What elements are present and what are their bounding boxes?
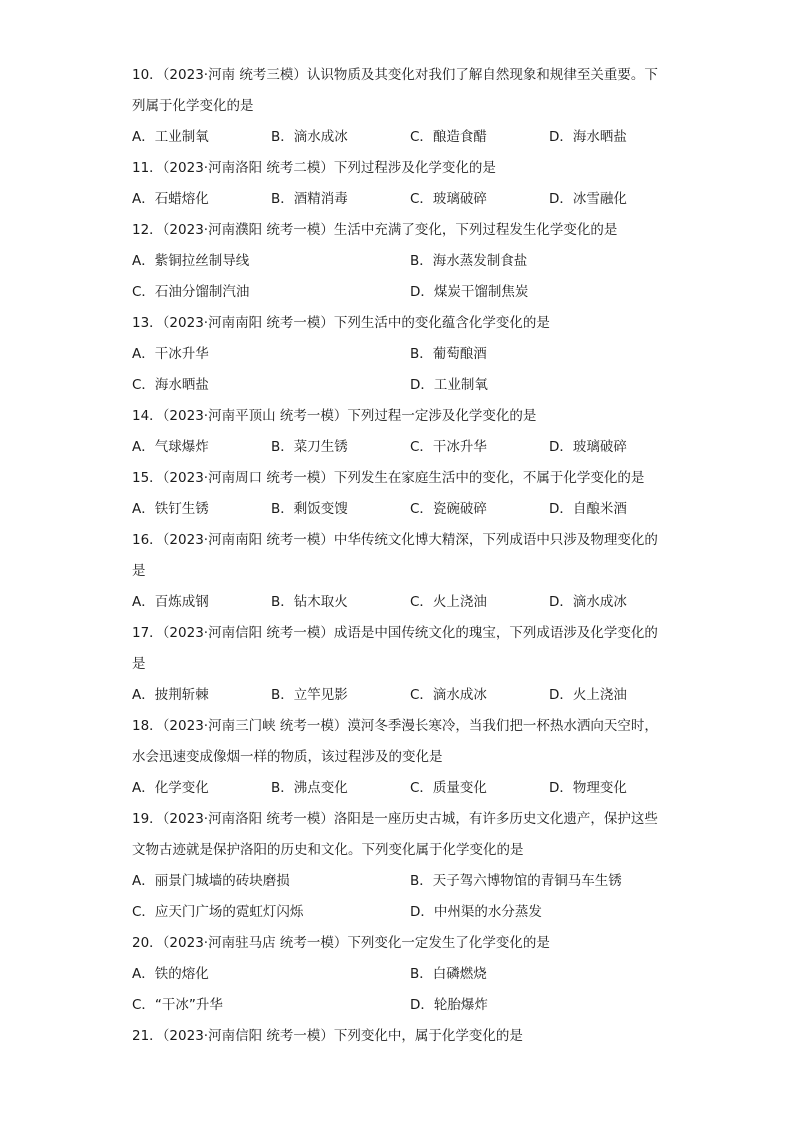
answer-option[interactable]: A．气球爆炸: [132, 439, 209, 455]
answer-option[interactable]: B．菜刀生锈: [271, 439, 348, 455]
answer-option[interactable]: A．百炼成钢: [132, 594, 209, 610]
answer-option[interactable]: C．应天门广场的霓虹灯闪烁: [132, 904, 304, 920]
option-row: [132, 277, 672, 308]
option-row: [132, 959, 672, 990]
answer-option[interactable]: B．钻木取火: [271, 594, 348, 610]
answer-option[interactable]: D．玻璃破碎: [549, 439, 627, 455]
option-row: [132, 866, 672, 897]
question-stem-line: 12．（2023·河南濮阳 统考一模）生活中充满了变化，下列过程发生化学变化的是: [132, 222, 618, 238]
question-stem-line: 16．（2023·河南南阳 统考一模）中华传统文化博大精深，下列成语中只涉及物理变化的: [132, 532, 658, 548]
question-stem-line: 列属于化学变化的是: [132, 98, 254, 114]
answer-option[interactable]: D．火上浇油: [549, 687, 627, 703]
answer-option[interactable]: C．干冰升华: [410, 439, 487, 455]
question-stem-line: 10．（2023·河南 统考三模）认识物质及其变化对我们了解自然现象和规律至关重要。下: [132, 67, 658, 83]
question-stem-line: 21．（2023·河南信阳 统考一模）下列变化中，属于化学变化的是: [132, 1028, 523, 1044]
option-row: [132, 370, 672, 401]
answer-option[interactable]: D．工业制氧: [410, 377, 488, 393]
answer-option[interactable]: A．丽景门城墙的砖块磨损: [132, 873, 290, 889]
answer-option[interactable]: A．干冰升华: [132, 346, 209, 362]
option-row: [132, 990, 672, 1021]
question-stem-line: 13．（2023·河南南阳 统考一模）下列生活中的变化蕴含化学变化的是: [132, 315, 550, 331]
answer-option[interactable]: B．葡萄酿酒: [410, 346, 487, 362]
answer-option[interactable]: D．煤炭干馏制焦炭: [410, 284, 529, 300]
question-stem-line: 20．（2023·河南驻马店 统考一模）下列变化一定发生了化学变化的是: [132, 935, 550, 951]
answer-option[interactable]: B．海水蒸发制食盐: [410, 253, 528, 269]
answer-option[interactable]: D．滴水成冰: [549, 594, 627, 610]
answer-option[interactable]: C．火上浇油: [410, 594, 487, 610]
answer-option[interactable]: D．海水晒盐: [549, 129, 627, 145]
answer-option[interactable]: B．酒精消毒: [271, 191, 348, 207]
option-row: [132, 680, 672, 711]
answer-option[interactable]: D．自酿米酒: [549, 501, 627, 517]
question-stem-line: 水会迅速变成像烟一样的物质，该过程涉及的变化是: [132, 749, 443, 765]
question-stem-line: 文物古迹就是保护洛阳的历史和文化。下列变化属于化学变化的是: [132, 842, 524, 858]
answer-option[interactable]: C．石油分馏制汽油: [132, 284, 250, 300]
answer-option[interactable]: C．酿造食醋: [410, 129, 487, 145]
question-stem-line: 15．（2023·河南周口 统考一模）下列发生在家庭生活中的变化，不属于化学变化的是: [132, 470, 645, 486]
answer-option[interactable]: A．铁的熔化: [132, 966, 209, 982]
answer-option[interactable]: A．石蜡熔化: [132, 191, 209, 207]
answer-option[interactable]: D．物理变化: [549, 780, 627, 796]
answer-option[interactable]: B．立竿见影: [271, 687, 348, 703]
option-row: [132, 494, 672, 525]
answer-option[interactable]: B．剩饭变馊: [271, 501, 348, 517]
answer-option[interactable]: C．瓷碗破碎: [410, 501, 487, 517]
option-row: [132, 432, 672, 463]
answer-option[interactable]: A．紫铜拉丝制导线: [132, 253, 250, 269]
option-row: [132, 184, 672, 215]
question-stem-line: 17．（2023·河南信阳 统考一模）成语是中国传统文化的瑰宝，下列成语涉及化学变化的: [132, 625, 658, 641]
question-stem-line: 是: [132, 656, 146, 672]
question-stem-line: 是: [132, 563, 146, 579]
question-stem-line: 11．（2023·河南洛阳 统考二模）下列过程涉及化学变化的是: [132, 160, 496, 176]
answer-option[interactable]: B．天子驾六博物馆的青铜马车生锈: [410, 873, 622, 889]
option-row: [132, 122, 672, 153]
question-stem-line: 14．（2023·河南平顶山 统考一模）下列过程一定涉及化学变化的是: [132, 408, 537, 424]
answer-option[interactable]: B．白磷燃烧: [410, 966, 487, 982]
question-stem-line: 18．（2023·河南三门峡 统考一模）漠河冬季漫长寒冷，当我们把一杯热水洒向天空时，: [132, 718, 658, 734]
answer-option[interactable]: C．“干冰”升华: [132, 997, 223, 1013]
answer-option[interactable]: A．化学变化: [132, 780, 209, 796]
option-row: [132, 339, 672, 370]
answer-option[interactable]: B．沸点变化: [271, 780, 348, 796]
answer-option[interactable]: A．工业制氧: [132, 129, 209, 145]
answer-option[interactable]: D．中州渠的水分蒸发: [410, 904, 542, 920]
answer-option[interactable]: A．披荆斩棘: [132, 687, 209, 703]
answer-option[interactable]: C．滴水成冰: [410, 687, 487, 703]
question-stem-line: 19．（2023·河南洛阳 统考一模）洛阳是一座历史古城，有许多历史文化遗产，保护这些: [132, 811, 658, 827]
option-row: [132, 246, 672, 277]
answer-option[interactable]: C．玻璃破碎: [410, 191, 487, 207]
answer-option[interactable]: B．滴水成冰: [271, 129, 348, 145]
answer-option[interactable]: C．海水晒盐: [132, 377, 209, 393]
option-row: [132, 773, 672, 804]
answer-option[interactable]: D．冰雪融化: [549, 191, 627, 207]
option-row: [132, 587, 672, 618]
option-row: [132, 897, 672, 928]
answer-option[interactable]: C．质量变化: [410, 780, 487, 796]
answer-option[interactable]: D．轮胎爆炸: [410, 997, 488, 1013]
answer-option[interactable]: A．铁钉生锈: [132, 501, 209, 517]
